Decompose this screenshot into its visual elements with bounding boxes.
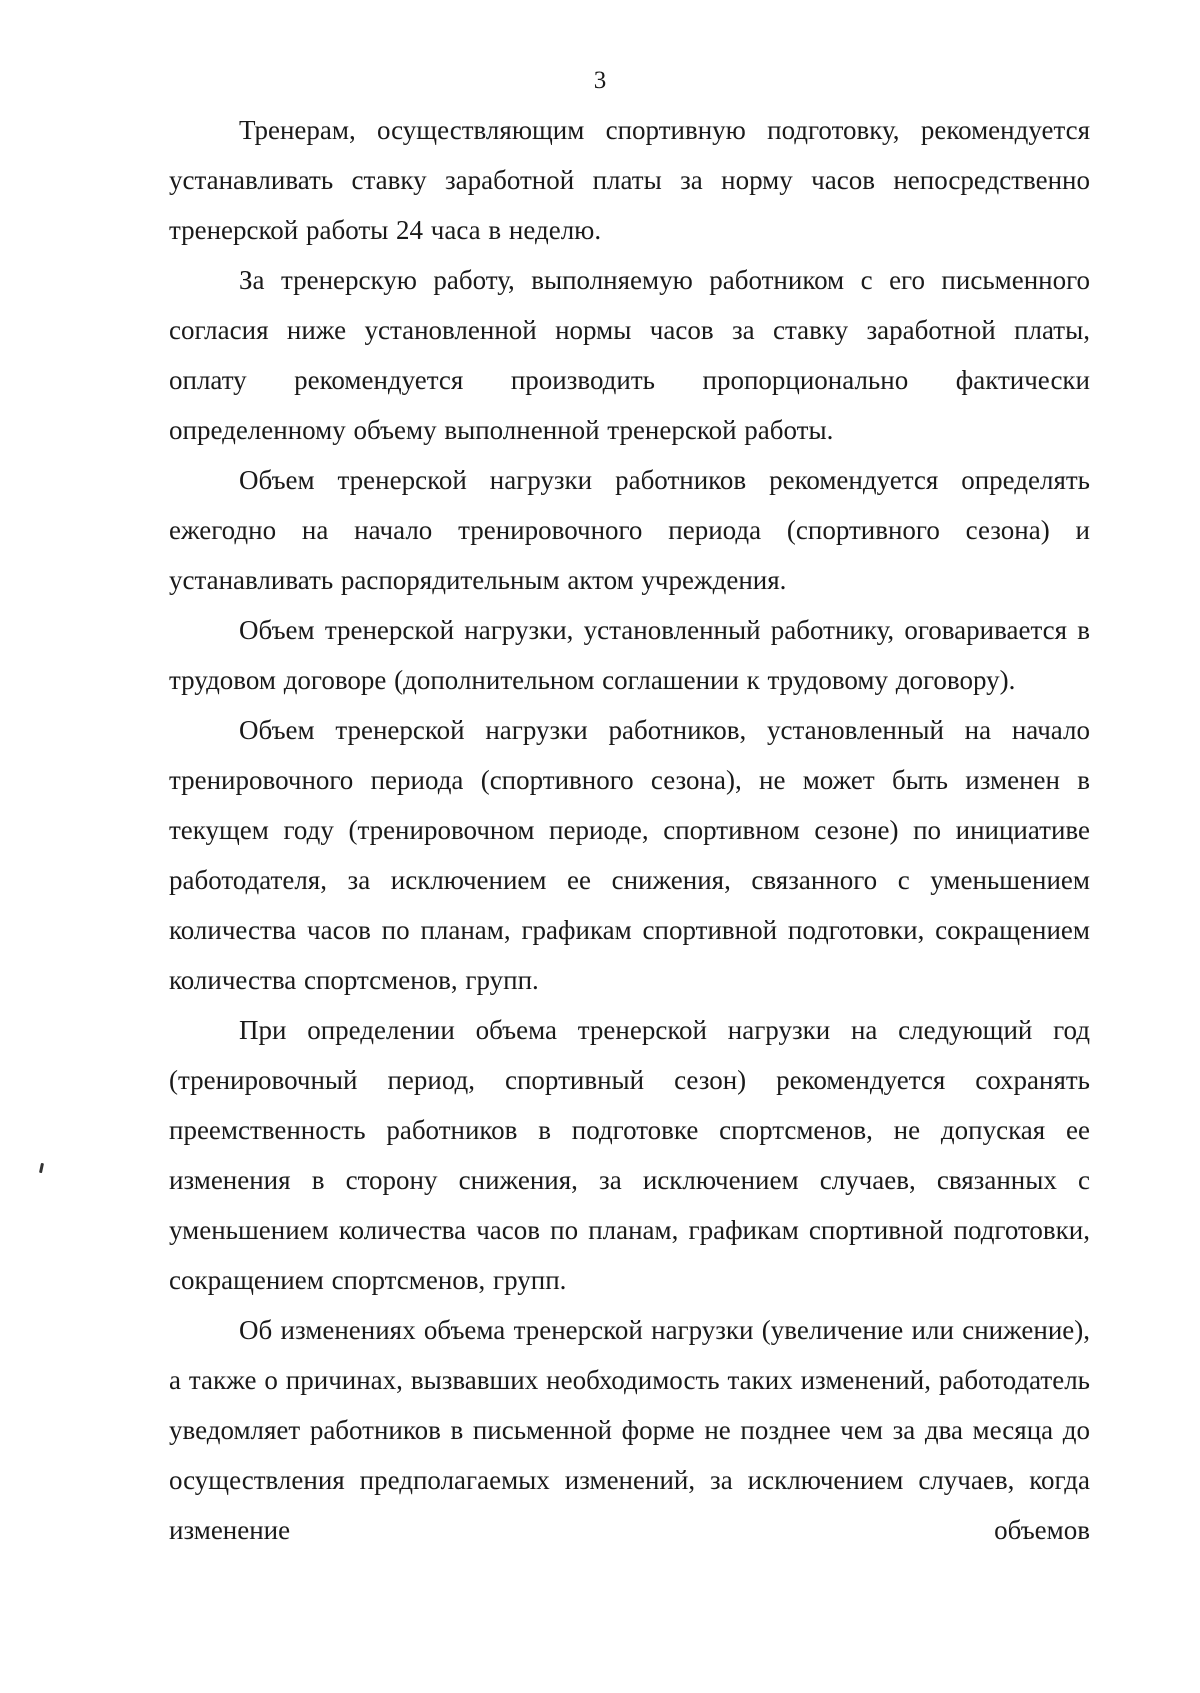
page-number: 3 xyxy=(593,67,607,94)
paragraph-change-notice: Об изменениях объема тренерской нагрузки (увеличение или снижение), а также о причинах, вызвавших необходимость таких изменений, работодатель уведомляет работников в письменной форме не позднее чем за два месяца до осуществления предполагаемых изменений, за исключением случаев, когда изменение объемов xyxy=(169,1315,1090,1545)
scan-artifact xyxy=(39,1163,44,1173)
document-body xyxy=(169,105,1090,1555)
paragraph-continuity: При определении объема тренерской нагрузки на следующий год (тренировочный период, спортивный сезон) рекомендуется сохранять преемственность работников в подготовке спортсменов, не допуская ее изменения в сторону снижения, за исключением случаев, связанных с уменьшением количества часов по планам, графикам спортивной подготовки, сокращением спортсменов, групп. xyxy=(169,1015,1090,1295)
paragraph-labor-contract: Объем тренерской нагрузки, установленный работнику, оговаривается в трудовом договоре (дополнительном соглашении к трудовому договору). xyxy=(169,615,1090,695)
paragraph-below-norm-pay: За тренерскую работу, выполняемую работником с его письменного согласия ниже установленной нормы часов за ставку заработной платы, оплату рекомендуется производить пропорционально фактически определенному объему выполненной тренерской работы. xyxy=(169,265,1090,445)
paragraph-load-unchanged: Объем тренерской нагрузки работников, установленный на начало тренировочного периода (спортивного сезона), не может быть изменен в текущем году (тренировочном периоде, спортивном сезоне) по инициативе работодателя, за исключением ее снижения, связанного с уменьшением количества часов по планам, графикам спортивной подготовки, сокращением количества спортсменов, групп. xyxy=(169,715,1090,995)
paragraph-annual-load: Объем тренерской нагрузки работников рекомендуется определять ежегодно на начало тренировочного периода (спортивного сезона) и устанавливать распорядительным актом учреждения. xyxy=(169,465,1090,595)
paragraph-trainer-rate: Тренерам, осуществляющим спортивную подготовку, рекомендуется устанавливать ставку заработной платы за норму часов непосредственно тренерской работы 24 часа в неделю. xyxy=(169,115,1090,245)
